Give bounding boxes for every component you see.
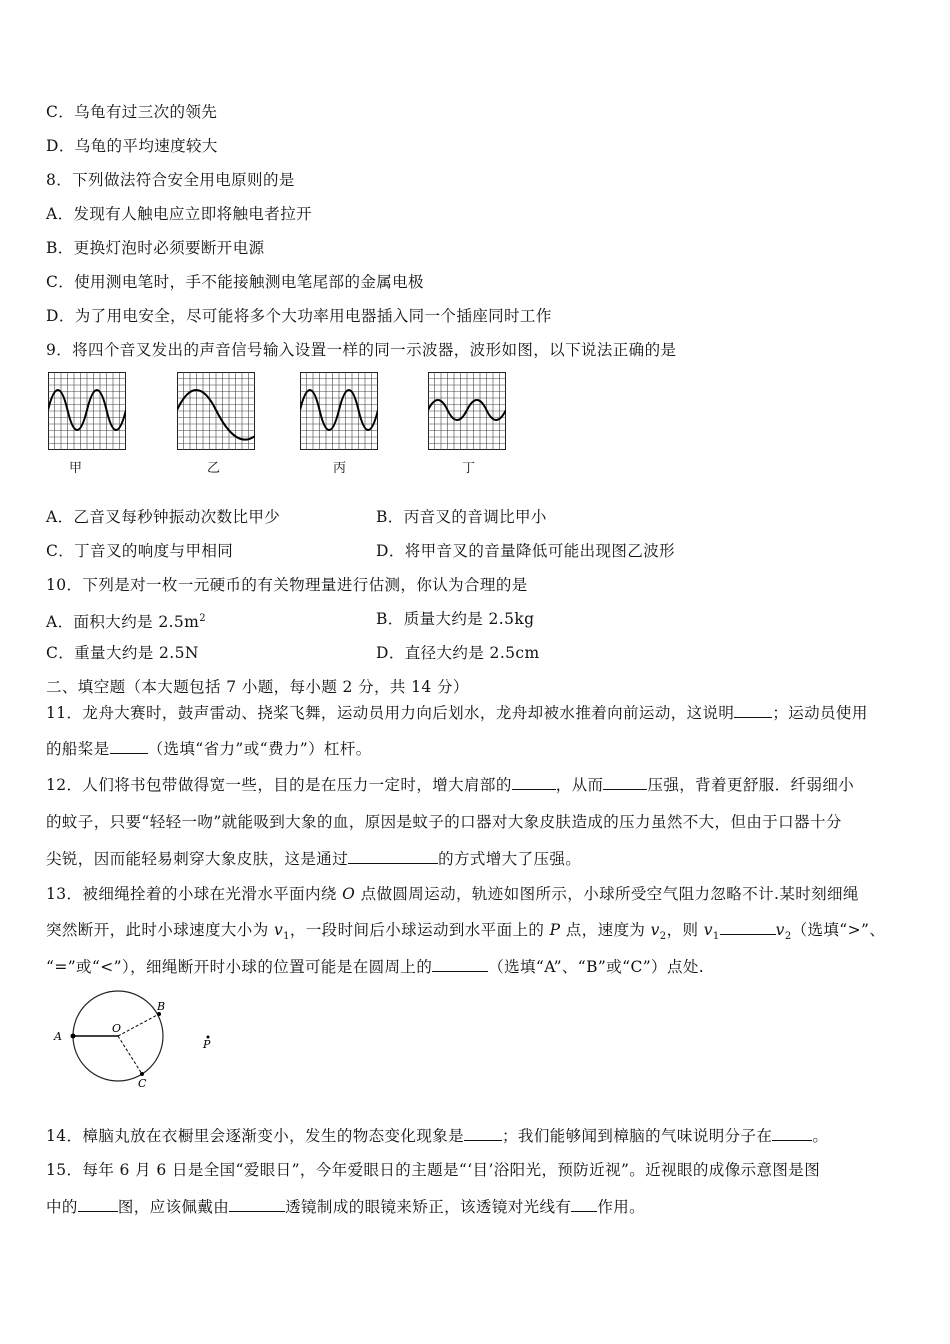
q7-option-d: D．乌龟的平均速度较大 (46, 137, 218, 155)
q14-line: 14．樟脑丸放在衣橱里会逐渐变小，发生的物态变化现象是 ；我们能够闻到樟脑的气味说明分子在 。 (46, 1127, 829, 1145)
q15-blank-3[interactable] (571, 1198, 597, 1212)
q10-option-b: B．质量大约是 2.5kg (376, 610, 535, 628)
section-heading: 二、填空题（本大题包括 7 小题，每小题 2 分，共 14 分） (46, 678, 469, 696)
q10-option-a: A．面积大约是 $2.5m^2$ (46, 613, 207, 632)
q13-blank-2[interactable] (432, 958, 488, 972)
q8-option-a: A．发现有人触电应立即将触电者拉开 (46, 205, 312, 223)
q12-line-3: 尖锐，因而能轻易刺穿大象皮肤，这是通过 的方式增大了压强。 (46, 850, 582, 868)
q10-option-d: D．直径大约是 2.5cm (376, 644, 540, 662)
fig-label-b: B (157, 1000, 166, 1013)
q15-blank-2[interactable] (229, 1198, 285, 1212)
q8-option-c: C．使用测电笔时，手不能接触测电笔尾部的金属电极 (46, 273, 424, 291)
label-jia: 甲 (69, 461, 83, 476)
q12-line-1: 12．人们将书包带做得宽一些，目的是在压力一定时，增大肩部的 ，从而 压强，背着更舒服．纤弱细小 (46, 776, 855, 794)
oscilloscope-bing (300, 372, 378, 450)
q11-blank-2[interactable] (110, 740, 148, 754)
q9-option-b: B．丙音叉的音调比甲小 (376, 508, 547, 526)
q14-blank-1[interactable] (464, 1127, 502, 1141)
label-ding: 丁 (462, 461, 476, 476)
q11-line-2: 的船桨是 （选填“省力”或“费力”）杠杆。 (46, 740, 372, 758)
dashed-radius-b (118, 1014, 159, 1036)
oscilloscope-yi (177, 372, 255, 450)
point-c (140, 1072, 144, 1076)
q15-line-1: 15．每年 6 月 6 日是全国“爱眼日”，今年爱眼日的主题是“‘目’浴阳光，预防近视”。近视眼的成像示意图是图 (46, 1161, 821, 1179)
q10-option-c: C．重量大约是 2.5N (46, 644, 199, 662)
oscilloscope-ding (428, 372, 506, 450)
q12-line-2: 的蚊子，只要“轻轻一吻”就能吸到大象的血，原因是蚊子的口器对大象皮肤造成的压力虽然不大，但由于口器十分 (46, 813, 842, 831)
q13-line-1: 13．被细绳拴着的小球在光滑水平面内绕 O 点做圆周运动，轨迹如图所示，小球所受空气阻力忽略不计.某时刻细绳 (46, 885, 859, 903)
q11-blank-1[interactable] (734, 704, 772, 718)
circular-motion-figure (46, 990, 236, 1090)
oscilloscope-jia (48, 372, 126, 450)
q9-stem: 9．将四个音叉发出的声音信号输入设置一样的同一示波器，波形如图，以下说法正确的是 (46, 341, 677, 359)
q15-blank-1[interactable] (78, 1198, 118, 1212)
q7-option-c: C．乌龟有过三次的领先 (46, 103, 218, 121)
q13-blank-1[interactable] (720, 921, 776, 935)
q13-line-2: 突然断开，此时小球速度大小为 $v_1$，一段时间后小球运动到水平面上的 P 点，速度为 $v_2$，则 $v_1$ $v_2$（选填“>”、 (46, 921, 886, 943)
q13-line-3: “=”或“<”），细绳断开时小球的位置可能是在圆周上的 （选填“A”、“B”或“C”）点处. (46, 958, 705, 976)
q9-option-a: A．乙音叉每秒钟振动次数比甲少 (46, 508, 281, 526)
ball-point-a (71, 1034, 76, 1039)
q14-blank-2[interactable] (772, 1127, 812, 1141)
dashed-radius-c (118, 1036, 142, 1074)
q8-stem: 8．下列做法符合安全用电原则的是 (46, 171, 295, 189)
fig-label-a: A (54, 1030, 62, 1043)
fig-label-o: O (112, 1022, 122, 1035)
q10-stem: 10．下列是对一枚一元硬币的有关物理量进行估测，你认为合理的是 (46, 576, 528, 594)
q12-blank-2[interactable] (603, 776, 647, 790)
q11-line-1: 11．龙舟大赛时，鼓声雷动、挠桨飞舞，运动员用力向后划水，龙舟却被水推着向前运动，这说明 ；运动员使用 (46, 704, 868, 722)
q9-option-c: C．丁音叉的响度与甲相同 (46, 542, 234, 560)
q8-option-b: B．更换灯泡时必须要断开电源 (46, 239, 265, 257)
q12-blank-3[interactable] (348, 850, 438, 864)
q15-line-2: 中的 图，应该佩戴由 透镜制成的眼镜来矫正，该透镜对光线有 作用。 (46, 1198, 646, 1216)
q9-option-d: D．将甲音叉的音量降低可能出现图乙波形 (376, 542, 676, 560)
label-bing: 丙 (333, 461, 347, 476)
fig-label-c: C (138, 1077, 147, 1090)
q12-blank-1[interactable] (512, 776, 556, 790)
label-yi: 乙 (207, 461, 221, 476)
fig-label-p: P (203, 1038, 211, 1051)
q8-option-d: D．为了用电安全，尽可能将多个大功率用电器插入同一个插座同时工作 (46, 307, 552, 325)
